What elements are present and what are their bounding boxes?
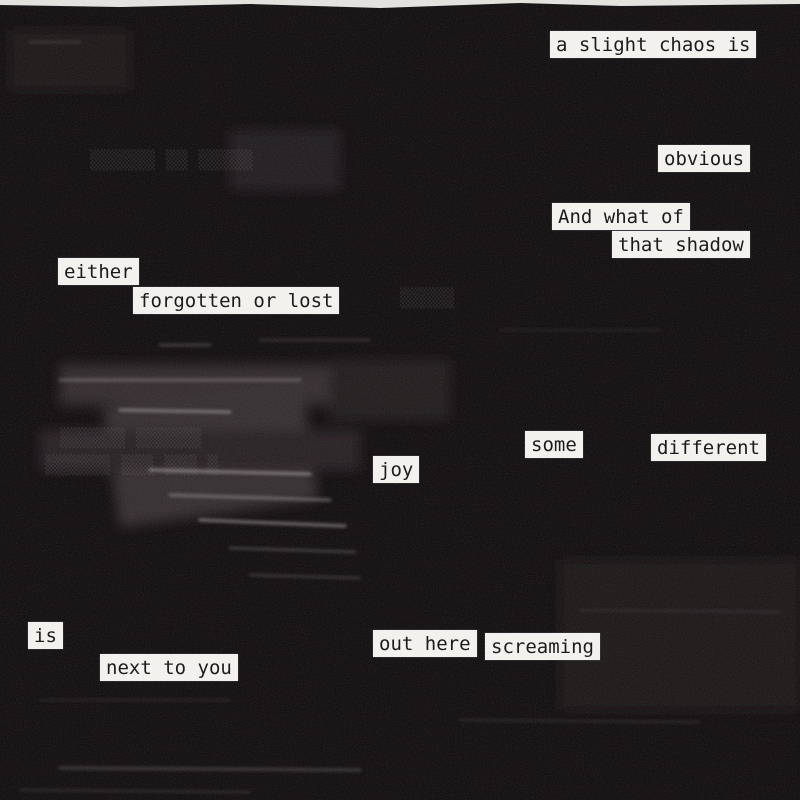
poem-word-joy: joy (373, 456, 419, 483)
faded-text: ▒▒▒▒▒▒ ▒▒▒▒▒▒ (60, 428, 201, 449)
poem-word-obvious: obvious (658, 145, 750, 172)
poem-word-out-here: out here (373, 630, 477, 657)
poem-word-slight-chaos: a slight chaos is (550, 31, 756, 58)
poem-word-and-what-of: And what of (552, 203, 690, 230)
poem-word-either: either (58, 258, 139, 285)
poem-word-is: is (28, 622, 63, 649)
poem-word-that-shadow: that shadow (612, 231, 750, 258)
faded-text: ▒▒▒▒▒ (400, 288, 455, 309)
faded-text: ▒▒▒▒▒▒ ▒▒▒ ▒▒▒ ▒ (45, 455, 219, 476)
faded-text: ▒▒▒▒▒▒ ▒▒ ▒▒▒▒▒ (90, 150, 253, 171)
poem-word-screaming: screaming (485, 633, 600, 660)
poem-word-forgotten-or-lost: forgotten or lost (133, 287, 339, 314)
poem-word-some: some (525, 431, 583, 458)
poem-word-different: different (651, 434, 766, 461)
poem-word-next-to-you: next to you (100, 654, 238, 681)
